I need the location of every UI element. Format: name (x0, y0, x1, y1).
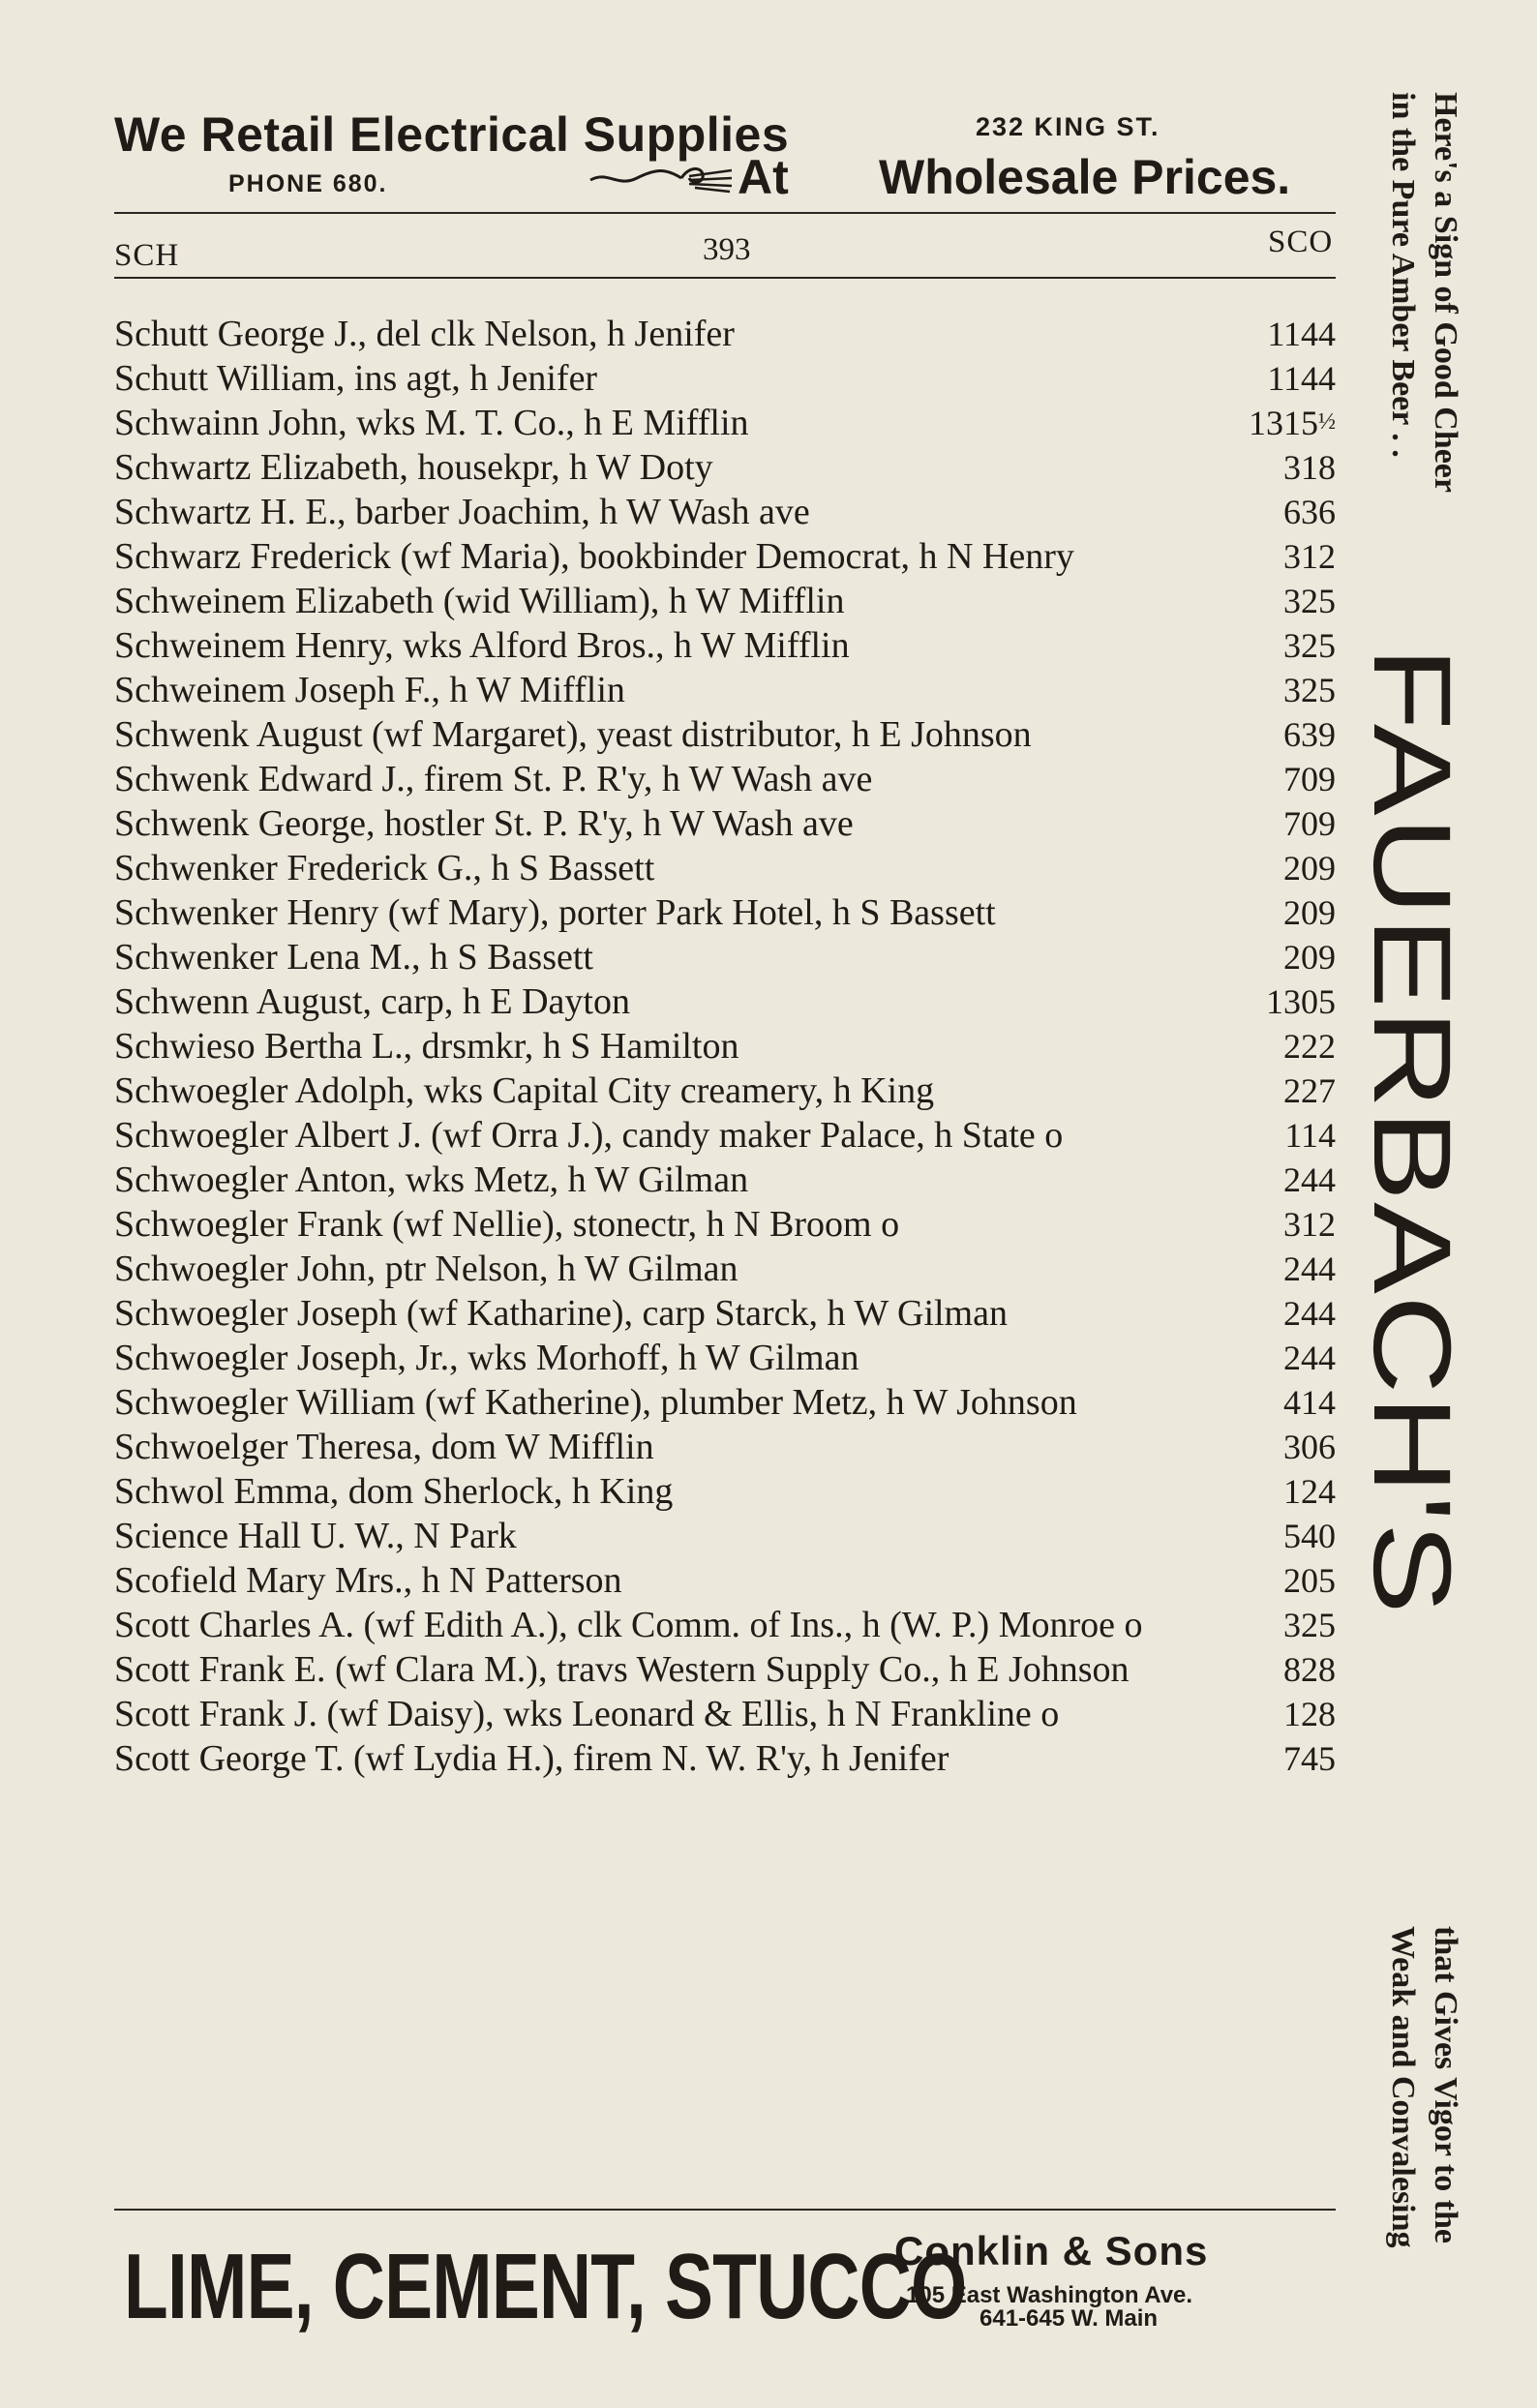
entry-house-number (1283, 445, 1336, 490)
house-number-value: 227 (1283, 1071, 1336, 1110)
house-number-value: 745 (1283, 1739, 1336, 1778)
directory-entry (114, 1069, 1336, 1113)
house-number-value: 540 (1283, 1517, 1336, 1555)
side-ad-tagline-1: Here's a Sign of Good Cheer (1428, 92, 1463, 493)
entry-name-address: Schwenk August (wf Margaret), yeast distributor, h E Johnson (114, 714, 1032, 755)
directory-entry (114, 1692, 1336, 1736)
house-number-value: 325 (1283, 626, 1336, 665)
directory-entry (114, 1158, 1336, 1202)
entry-house-number (1283, 1291, 1336, 1336)
entry-house-number (1283, 1692, 1336, 1736)
house-number-value: 1144 (1267, 315, 1336, 353)
directory-entries (114, 312, 1336, 1781)
directory-entry (114, 1514, 1336, 1558)
house-number-value: 244 (1283, 1294, 1336, 1333)
house-number-value: 325 (1283, 582, 1336, 620)
entry-house-number (1283, 846, 1336, 890)
directory-entry (114, 890, 1336, 935)
entry-house-number (1283, 1425, 1336, 1469)
entry-name-address: Schwoelger Theresa, dom W Mifflin (114, 1427, 654, 1467)
house-number-value: 209 (1283, 938, 1336, 977)
house-number-value: 636 (1283, 493, 1336, 531)
entry-house-number (1283, 1024, 1336, 1069)
header-divider (114, 277, 1336, 279)
entry-house-number (1283, 490, 1336, 534)
house-number-value: 1305 (1266, 982, 1336, 1021)
entry-house-number (1283, 623, 1336, 668)
entry-house-number (1283, 1202, 1336, 1247)
entry-name-address: Schwol Emma, dom Sherlock, h King (114, 1471, 674, 1512)
directory-entry (114, 1736, 1336, 1781)
entry-house-number (1283, 1469, 1336, 1514)
directory-entry (114, 1469, 1336, 1514)
entry-house-number (1283, 1247, 1336, 1291)
ad-lime-cement-stucco: LIME, CEMENT, STUCCO (124, 2235, 967, 2338)
bottom-advertisement (114, 2226, 1336, 2342)
directory-entry (114, 1024, 1336, 1069)
house-number-value: 128 (1283, 1695, 1336, 1733)
entry-name-address: Schutt George J., del clk Nelson, h Jenifer (114, 314, 735, 354)
directory-entry (114, 1113, 1336, 1158)
entry-name-address: Schwartz H. E., barber Joachim, h W Wash ave (114, 492, 810, 532)
entry-name-address: Schwenk George, hostler St. P. R'y, h W Wash ave (114, 803, 854, 844)
entry-name-address: Schwoegler Anton, wks Metz, h W Gilman (114, 1159, 749, 1200)
entry-house-number (1283, 890, 1336, 935)
directory-entry (114, 712, 1336, 757)
directory-entry (114, 757, 1336, 801)
entry-name-address: Schweinem Joseph F., h W Mifflin (114, 670, 625, 710)
entry-name-address: Schwoegler Joseph (wf Katharine), carp Starck, h W Gilman (114, 1293, 1008, 1334)
entry-house-number (1283, 534, 1336, 579)
house-number-value: 709 (1283, 804, 1336, 843)
directory-entry (114, 668, 1336, 712)
directory-entry (114, 1647, 1336, 1692)
entry-house-number (1283, 1647, 1336, 1692)
house-number-fraction: ½ (1318, 409, 1336, 435)
entry-name-address: Schwoegler Adolph, wks Capital City creamery, h King (114, 1070, 935, 1111)
running-head-right: SCO (1268, 225, 1334, 259)
house-number-value: 1144 (1267, 359, 1336, 398)
side-ad-tagline-2: in the Pure Amber Beer . . (1385, 92, 1421, 458)
directory-entry (114, 801, 1336, 846)
directory-entry (114, 445, 1336, 490)
entry-name-address: Schwoegler Albert J. (wf Orra J.), candy maker Palace, h State o (114, 1115, 1064, 1156)
entry-name-address: Scofield Mary Mrs., h N Patterson (114, 1560, 622, 1601)
house-number-value: 312 (1283, 1205, 1336, 1244)
entry-name-address: Schutt William, ins agt, h Jenifer (114, 358, 598, 399)
house-number-value: 114 (1284, 1116, 1336, 1155)
top-advertisement (114, 106, 1334, 213)
entry-house-number (1283, 801, 1336, 846)
entry-name-address: Scott George T. (wf Lydia H.), firem N. W. R'y, h Jenifer (114, 1738, 949, 1779)
directory-entry (114, 1603, 1336, 1647)
house-number-value: 318 (1283, 448, 1336, 487)
entry-name-address: Scott Charles A. (wf Edith A.), clk Comm. of Ins., h (W. P.) Monroe o (114, 1605, 1143, 1645)
entry-name-address: Schwenk Edward J., firem St. P. R'y, h W Wash ave (114, 759, 873, 799)
entry-house-number (1283, 1514, 1336, 1558)
entry-house-number (1283, 712, 1336, 757)
house-number-value: 325 (1283, 1606, 1336, 1644)
house-number-value: 209 (1283, 849, 1336, 888)
directory-entry (114, 534, 1336, 579)
house-number-value: 709 (1283, 760, 1336, 798)
top-ad-divider (114, 212, 1336, 214)
directory-entry (114, 1425, 1336, 1469)
ad-street-address: 232 KING ST. (976, 112, 1160, 141)
directory-entry (114, 356, 1336, 401)
entry-house-number (1283, 1603, 1336, 1647)
directory-entry (114, 312, 1336, 356)
ad-address-1: 105 East Washington Ave. (906, 2282, 1193, 2308)
directory-entry (114, 490, 1336, 534)
entry-name-address: Schweinem Elizabeth (wid William), h W Mifflin (114, 581, 845, 621)
directory-entry (114, 1291, 1336, 1336)
house-number-value: 639 (1283, 715, 1336, 754)
entry-name-address: Schwainn John, wks M. T. Co., h E Mifflin (114, 403, 749, 443)
entry-name-address: Science Hall U. W., N Park (114, 1516, 517, 1556)
entry-house-number (1249, 400, 1336, 445)
entry-name-address: Schwieso Bertha L., drsmkr, h S Hamilton (114, 1026, 739, 1067)
directory-entry (114, 979, 1336, 1024)
house-number-value: 312 (1283, 537, 1336, 576)
entry-name-address: Schwoegler Joseph, Jr., wks Morhoff, h W Gilman (114, 1338, 859, 1378)
house-number-value: 414 (1283, 1383, 1336, 1422)
entry-house-number (1283, 935, 1336, 979)
entry-house-number (1267, 312, 1336, 356)
ad-company-name: Conklin & Sons (894, 2228, 1209, 2273)
bottom-ad-divider (114, 2209, 1336, 2211)
directory-entry (114, 579, 1336, 623)
entry-house-number (1283, 579, 1336, 623)
house-number-value: 205 (1283, 1561, 1336, 1600)
entry-name-address: Schwenker Henry (wf Mary), porter Park Hotel, h S Bassett (114, 892, 996, 933)
entry-house-number (1283, 1069, 1336, 1113)
running-head-left: SCH (114, 238, 180, 273)
entry-house-number (1283, 757, 1336, 801)
entry-house-number (1283, 668, 1336, 712)
entry-name-address: Schwoegler John, ptr Nelson, h W Gilman (114, 1249, 738, 1289)
side-ad-tagline-4: Weak and Convalesing (1385, 1926, 1421, 2248)
house-number-value: 244 (1283, 1160, 1336, 1199)
entry-name-address: Schweinem Henry, wks Alford Bros., h W Mifflin (114, 625, 850, 666)
entry-house-number (1283, 1158, 1336, 1202)
entry-name-address: Schwarz Frederick (wf Maria), bookbinder Democrat, h N Henry (114, 536, 1074, 577)
directory-entry (114, 623, 1336, 668)
directory-entry (114, 846, 1336, 890)
ad-address-2: 641-645 W. Main (979, 2305, 1159, 2332)
directory-entry (114, 1202, 1336, 1247)
ad-at-word: At (738, 150, 789, 204)
house-number-value: 244 (1283, 1339, 1336, 1377)
house-number-value: 209 (1283, 893, 1336, 932)
entry-house-number (1283, 1736, 1336, 1781)
directory-entry (114, 935, 1336, 979)
entry-name-address: Schwoegler William (wf Katherine), plumber Metz, h W Johnson (114, 1382, 1077, 1423)
entry-name-address: Schwenker Frederick G., h S Bassett (114, 848, 655, 888)
ad-headline-right: Wholesale Prices. (879, 150, 1291, 204)
house-number-value: 222 (1283, 1027, 1336, 1066)
directory-entry (114, 401, 1336, 445)
entry-house-number (1284, 1113, 1336, 1158)
entry-house-number (1267, 356, 1336, 401)
entry-name-address: Scott Frank J. (wf Daisy), wks Leonard & Ellis, h N Frankline o (114, 1694, 1060, 1734)
ad-headline-left: We Retail Electrical Supplies (114, 107, 790, 162)
page-number: 393 (703, 232, 751, 267)
house-number-value: 124 (1283, 1472, 1336, 1511)
house-number-value: 1315 (1249, 404, 1318, 442)
side-ad-brand: FAUERBACH'S (1350, 647, 1474, 1615)
entry-house-number (1283, 1558, 1336, 1603)
entry-name-address: Schwenn August, carp, h E Dayton (114, 981, 630, 1022)
directory-entry (114, 1558, 1336, 1603)
directory-entry (114, 1336, 1336, 1380)
entry-name-address: Schwenker Lena M., h S Bassett (114, 937, 593, 978)
house-number-value: 325 (1283, 671, 1336, 709)
entry-name-address: Schwartz Elizabeth, housekpr, h W Doty (114, 447, 713, 488)
entry-house-number (1266, 979, 1336, 1024)
entry-name-address: Schwoegler Frank (wf Nellie), stonectr, h N Broom o (114, 1204, 900, 1245)
directory-entry (114, 1247, 1336, 1291)
swash-ornament-icon (588, 161, 734, 194)
house-number-value: 828 (1283, 1650, 1336, 1689)
ad-at-group (588, 149, 789, 205)
house-number-value: 244 (1283, 1249, 1336, 1288)
entry-name-address: Scott Frank E. (wf Clara M.), travs Western Supply Co., h E Johnson (114, 1649, 1130, 1690)
house-number-value: 306 (1283, 1428, 1336, 1466)
ad-phone: PHONE 680. (228, 170, 388, 197)
entry-house-number (1283, 1336, 1336, 1380)
entry-house-number (1283, 1380, 1336, 1425)
directory-entry (114, 1380, 1336, 1425)
side-ad-tagline-3: that Gives Vigor to the (1428, 1926, 1463, 2244)
